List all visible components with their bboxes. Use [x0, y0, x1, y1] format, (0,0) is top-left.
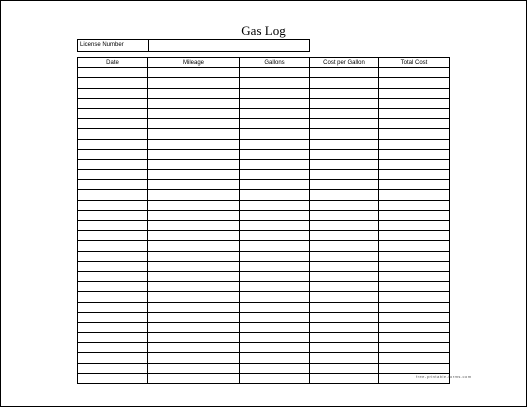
table-row — [78, 119, 450, 129]
total-cost-cell[interactable] — [379, 241, 450, 251]
date-cell[interactable] — [78, 159, 148, 169]
header-row — [78, 58, 450, 68]
column-header-total-cost: Total Cost — [379, 58, 450, 68]
gallons-cell[interactable] — [240, 343, 310, 353]
cost-per-gallon-cell[interactable] — [310, 322, 379, 332]
table-row — [78, 261, 450, 271]
table-row — [78, 149, 450, 159]
date-cell[interactable] — [78, 231, 148, 241]
table-row — [78, 241, 450, 251]
total-cost-cell[interactable] — [379, 251, 450, 261]
gallons-cell[interactable] — [240, 200, 310, 210]
date-cell[interactable] — [78, 129, 148, 139]
total-cost-cell[interactable] — [379, 129, 450, 139]
cost-per-gallon-cell[interactable] — [310, 261, 379, 271]
total-cost-cell[interactable] — [379, 180, 450, 190]
gallons-cell[interactable] — [240, 108, 310, 118]
table-row — [78, 271, 450, 281]
total-cost-cell[interactable] — [379, 78, 450, 88]
gallons-cell[interactable] — [240, 210, 310, 220]
cost-per-gallon-cell[interactable] — [310, 210, 379, 220]
date-cell[interactable] — [78, 119, 148, 129]
mileage-cell[interactable] — [148, 78, 240, 88]
gallons-cell[interactable] — [240, 322, 310, 332]
table-row — [78, 231, 450, 241]
table-row — [78, 302, 450, 312]
mileage-cell[interactable] — [148, 190, 240, 200]
gallons-cell[interactable] — [240, 190, 310, 200]
cost-per-gallon-cell[interactable] — [310, 200, 379, 210]
cost-per-gallon-cell[interactable] — [310, 159, 379, 169]
total-cost-cell[interactable] — [379, 363, 450, 373]
cost-per-gallon-cell[interactable] — [310, 231, 379, 241]
date-cell[interactable] — [78, 373, 148, 383]
date-cell[interactable] — [78, 282, 148, 292]
cost-per-gallon-cell[interactable] — [310, 190, 379, 200]
mileage-cell[interactable] — [148, 200, 240, 210]
mileage-cell[interactable] — [148, 98, 240, 108]
date-cell[interactable] — [78, 180, 148, 190]
table-row — [78, 190, 450, 200]
total-cost-cell[interactable] — [379, 322, 450, 332]
cost-per-gallon-cell[interactable] — [310, 373, 379, 383]
total-cost-cell[interactable] — [379, 271, 450, 281]
date-cell[interactable] — [78, 68, 148, 78]
table-row — [78, 282, 450, 292]
cost-per-gallon-cell[interactable] — [310, 149, 379, 159]
date-cell[interactable] — [78, 251, 148, 261]
total-cost-cell[interactable] — [379, 139, 450, 149]
date-cell[interactable] — [78, 271, 148, 281]
cost-per-gallon-cell[interactable] — [310, 251, 379, 261]
gallons-cell[interactable] — [240, 312, 310, 322]
total-cost-cell[interactable] — [379, 200, 450, 210]
gallons-cell[interactable] — [240, 271, 310, 281]
table-row — [78, 159, 450, 169]
column-header-gallons: Gallons — [240, 58, 310, 68]
total-cost-cell[interactable] — [379, 231, 450, 241]
date-cell[interactable] — [78, 108, 148, 118]
cost-per-gallon-cell[interactable] — [310, 88, 379, 98]
mileage-cell[interactable] — [148, 170, 240, 180]
date-cell[interactable] — [78, 333, 148, 343]
date-cell[interactable] — [78, 363, 148, 373]
table-row — [78, 292, 450, 302]
cost-per-gallon-cell[interactable] — [310, 68, 379, 78]
cost-per-gallon-cell[interactable] — [310, 333, 379, 343]
mileage-cell[interactable] — [148, 108, 240, 118]
mileage-cell[interactable] — [148, 119, 240, 129]
date-cell[interactable] — [78, 302, 148, 312]
total-cost-cell[interactable] — [379, 292, 450, 302]
table-row — [78, 312, 450, 322]
mileage-cell[interactable] — [148, 159, 240, 169]
gallons-cell[interactable] — [240, 353, 310, 363]
license-number-table — [77, 39, 310, 52]
gallons-cell[interactable] — [240, 261, 310, 271]
cost-per-gallon-cell[interactable] — [310, 170, 379, 180]
date-cell[interactable] — [78, 221, 148, 231]
cost-per-gallon-cell[interactable] — [310, 139, 379, 149]
cost-per-gallon-cell[interactable] — [310, 180, 379, 190]
mileage-cell[interactable] — [148, 251, 240, 261]
cost-per-gallon-cell[interactable] — [310, 221, 379, 231]
form-title: Gas Log — [241, 23, 286, 38]
cost-per-gallon-cell[interactable] — [310, 129, 379, 139]
date-cell[interactable] — [78, 261, 148, 271]
mileage-cell[interactable] — [148, 312, 240, 322]
mileage-cell[interactable] — [148, 282, 240, 292]
gallons-cell[interactable] — [240, 363, 310, 373]
mileage-cell[interactable] — [148, 221, 240, 231]
mileage-cell[interactable] — [148, 333, 240, 343]
total-cost-cell[interactable] — [379, 221, 450, 231]
gallons-cell[interactable] — [240, 170, 310, 180]
total-cost-cell[interactable] — [379, 108, 450, 118]
mileage-cell[interactable] — [148, 363, 240, 373]
gallons-cell[interactable] — [240, 221, 310, 231]
mileage-cell[interactable] — [148, 231, 240, 241]
table-row — [78, 68, 450, 78]
table-row — [78, 353, 450, 363]
table-row — [78, 180, 450, 190]
gallons-cell[interactable] — [240, 251, 310, 261]
total-cost-cell[interactable] — [379, 190, 450, 200]
date-cell[interactable] — [78, 210, 148, 220]
cost-per-gallon-cell[interactable] — [310, 78, 379, 88]
total-cost-cell[interactable] — [379, 98, 450, 108]
cost-per-gallon-cell[interactable] — [310, 271, 379, 281]
cost-per-gallon-cell[interactable] — [310, 119, 379, 129]
column-header-cost-per-gallon: Cost per Gallon — [310, 58, 379, 68]
table-row — [78, 139, 450, 149]
cost-per-gallon-cell[interactable] — [310, 241, 379, 251]
mileage-cell[interactable] — [148, 373, 240, 383]
cost-per-gallon-cell[interactable] — [310, 312, 379, 322]
table-row — [78, 343, 450, 353]
total-cost-cell[interactable] — [379, 312, 450, 322]
gallons-cell[interactable] — [240, 159, 310, 169]
gallons-cell[interactable] — [240, 180, 310, 190]
cost-per-gallon-cell[interactable] — [310, 353, 379, 363]
cost-per-gallon-cell[interactable] — [310, 292, 379, 302]
date-cell[interactable] — [78, 241, 148, 251]
table-row — [78, 210, 450, 220]
table-row — [78, 170, 450, 180]
total-cost-cell[interactable] — [379, 261, 450, 271]
date-cell[interactable] — [78, 200, 148, 210]
cost-per-gallon-cell[interactable] — [310, 302, 379, 312]
date-cell[interactable] — [78, 190, 148, 200]
date-cell[interactable] — [78, 353, 148, 363]
date-cell[interactable] — [78, 312, 148, 322]
date-cell[interactable] — [78, 98, 148, 108]
license-number-field[interactable] — [149, 40, 310, 52]
license-number-label: License Number — [78, 40, 149, 52]
date-cell[interactable] — [78, 149, 148, 159]
table-row — [78, 98, 450, 108]
gas-log-body — [78, 68, 450, 384]
gallons-cell[interactable] — [240, 119, 310, 129]
mileage-cell[interactable] — [148, 302, 240, 312]
table-row — [78, 129, 450, 139]
mileage-cell[interactable] — [148, 343, 240, 353]
date-cell[interactable] — [78, 139, 148, 149]
table-row — [78, 108, 450, 118]
footer-source: free-printable-forms.com — [416, 374, 472, 379]
gallons-cell[interactable] — [240, 292, 310, 302]
table-row — [78, 373, 450, 383]
mileage-cell[interactable] — [148, 261, 240, 271]
mileage-cell[interactable] — [148, 322, 240, 332]
mileage-cell[interactable] — [148, 353, 240, 363]
date-cell[interactable] — [78, 88, 148, 98]
gallons-cell[interactable] — [240, 78, 310, 88]
gallons-cell[interactable] — [240, 373, 310, 383]
gallons-cell[interactable] — [240, 68, 310, 78]
table-row — [78, 78, 450, 88]
total-cost-cell[interactable] — [379, 68, 450, 78]
gallons-cell[interactable] — [240, 282, 310, 292]
mileage-cell[interactable] — [148, 241, 240, 251]
gallons-cell[interactable] — [240, 302, 310, 312]
gallons-cell[interactable] — [240, 231, 310, 241]
mileage-cell[interactable] — [148, 88, 240, 98]
date-cell[interactable] — [78, 343, 148, 353]
date-cell[interactable] — [78, 292, 148, 302]
mileage-cell[interactable] — [148, 271, 240, 281]
mileage-cell[interactable] — [148, 180, 240, 190]
total-cost-cell[interactable] — [379, 149, 450, 159]
cost-per-gallon-cell[interactable] — [310, 343, 379, 353]
cost-per-gallon-cell[interactable] — [310, 282, 379, 292]
gallons-cell[interactable] — [240, 149, 310, 159]
total-cost-cell[interactable] — [379, 88, 450, 98]
total-cost-cell[interactable] — [379, 343, 450, 353]
column-header-date: Date — [78, 58, 148, 68]
table-row — [78, 221, 450, 231]
table-row — [78, 333, 450, 343]
gas-log-table — [77, 57, 450, 384]
table-row — [78, 88, 450, 98]
mileage-cell[interactable] — [148, 68, 240, 78]
mileage-cell[interactable] — [148, 292, 240, 302]
total-cost-cell[interactable] — [379, 119, 450, 129]
table-row — [78, 322, 450, 332]
table-row — [78, 200, 450, 210]
column-header-mileage: Mileage — [148, 58, 240, 68]
total-cost-cell[interactable] — [379, 302, 450, 312]
table-row — [78, 363, 450, 373]
total-cost-cell[interactable] — [379, 210, 450, 220]
gallons-cell[interactable] — [240, 98, 310, 108]
gallons-cell[interactable] — [240, 129, 310, 139]
total-cost-cell[interactable] — [379, 170, 450, 180]
total-cost-cell[interactable] — [379, 353, 450, 363]
date-cell[interactable] — [78, 322, 148, 332]
mileage-cell[interactable] — [148, 149, 240, 159]
total-cost-cell[interactable] — [379, 159, 450, 169]
total-cost-cell[interactable] — [379, 282, 450, 292]
gallons-cell[interactable] — [240, 241, 310, 251]
gallons-cell[interactable] — [240, 139, 310, 149]
total-cost-cell[interactable] — [379, 333, 450, 343]
gallons-cell[interactable] — [240, 88, 310, 98]
cost-per-gallon-cell[interactable] — [310, 363, 379, 373]
gallons-cell[interactable] — [240, 333, 310, 343]
mileage-cell[interactable] — [148, 139, 240, 149]
mileage-cell[interactable] — [148, 210, 240, 220]
cost-per-gallon-cell[interactable] — [310, 108, 379, 118]
mileage-cell[interactable] — [148, 129, 240, 139]
table-row — [78, 251, 450, 261]
date-cell[interactable] — [78, 78, 148, 88]
date-cell[interactable] — [78, 170, 148, 180]
cost-per-gallon-cell[interactable] — [310, 98, 379, 108]
